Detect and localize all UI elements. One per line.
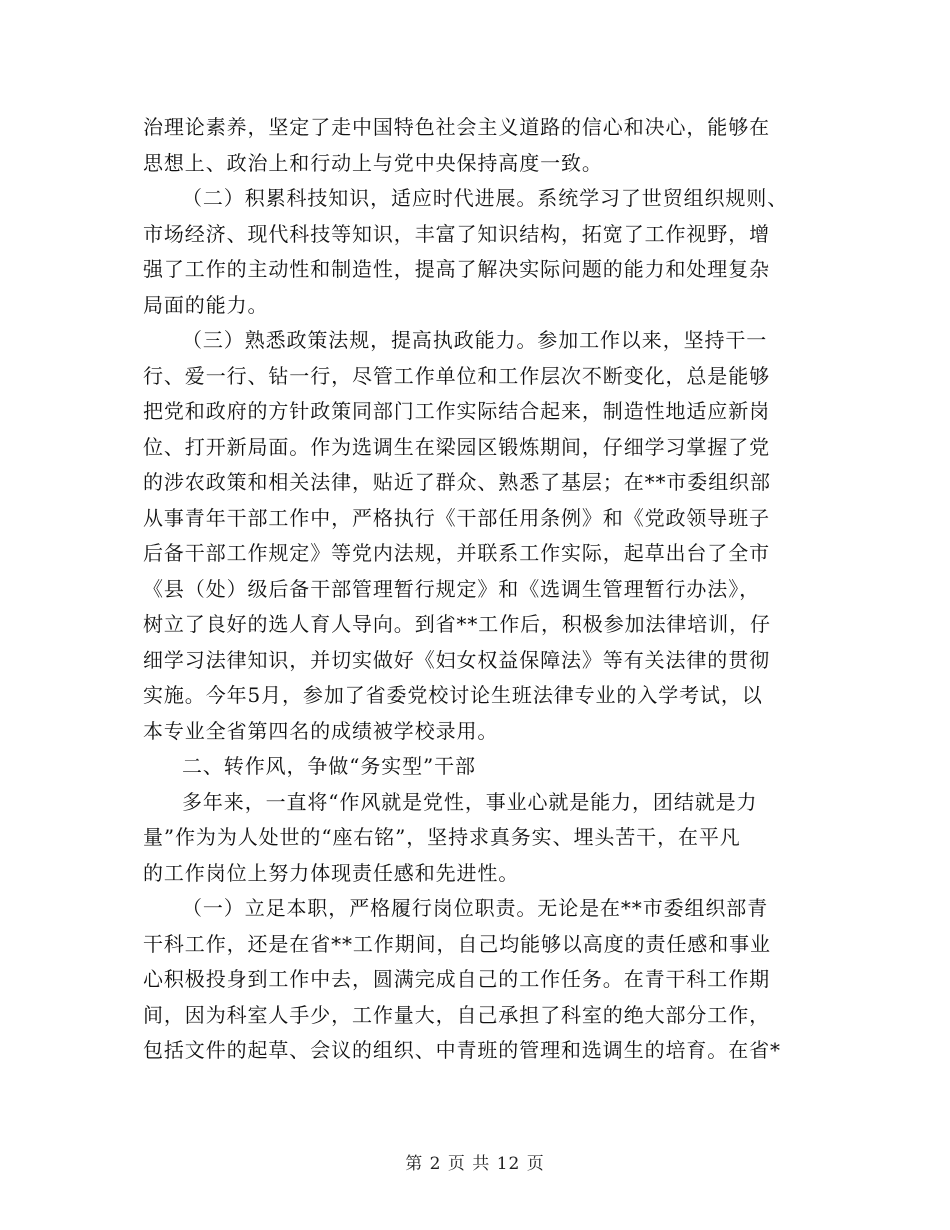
text-line: 本专业全省第四名的成绩被学校录用。: [143, 718, 499, 743]
text-line: 市场经济、现代科技等知识，丰富了知识结构，拓宽了工作视野，增: [143, 221, 770, 246]
text-line: 把党和政府的方针政策同部门工作实际结合起来，制造性地适应新岗: [143, 399, 770, 423]
body-text: [143, 110, 811, 1069]
text-line: 的工作岗位上努力体现责任感和先进性。: [143, 860, 520, 885]
text-line: （三）熟悉政策法规，提高执政能力。参加工作以来，坚持干一: [182, 328, 768, 352]
text-line: 实施。今年5月，参加了省委党校讨论生班法律专业的入学考试，以: [143, 683, 763, 707]
text-line: 位、打开新局面。作为选调生在梁园区锻炼期间，仔细学习掌握了党: [143, 434, 770, 459]
text-line: 量”作为为人处世的“座右铭”，坚持求真务实、埋头苦干，在平凡: [143, 825, 741, 849]
text-line: （一）立足本职，严格履行岗位职责。无论是在**市委组织部青: [182, 896, 769, 920]
text-line: 从事青年干部工作中，严格执行《干部任用条例》和《党政领导班子: [143, 505, 770, 530]
text-line: 干科工作，还是在省**工作期间，自己均能够以高度的责任感和事业: [143, 931, 771, 956]
text-line: 细学习法律知识，并切实做好《妇女权益保障法》等有关法律的贯彻: [143, 647, 770, 672]
text-line: 多年来，一直将“作风就是党性，事业心就是能力，团结就是力: [182, 789, 758, 814]
page-number-footer: 第 2 页 共 12 页: [405, 1154, 545, 1174]
text-line: 局面的能力。: [143, 292, 269, 317]
text-line: 思想上、政治上和行动上与党中央保持高度一致。: [143, 150, 603, 175]
text-line: 间，因为科室人手少，工作量大，自己承担了科室的绝大部分工作，: [143, 1002, 770, 1027]
text-line: （二）积累科技知识，适应时代进展。系统学习了世贸组织规则、: [182, 186, 789, 210]
text-line: 治理论素养，坚定了走中国特色社会主义道路的信心和决心，能够在: [143, 115, 770, 139]
text-line: 心积极投身到工作中去，圆满完成自己的工作任务。在青干科工作期: [143, 967, 770, 991]
text-line: 后备干部工作规定》等党内法规，并联系工作实际，起草出台了全市: [143, 541, 770, 565]
text-line: 包括文件的起草、会议的组织、中青班的管理和选调生的培育。在省*: [143, 1038, 781, 1062]
text-line: 《县（处）级后备干部管理暂行规定》和《选调生管理暂行办法》，: [143, 576, 760, 601]
text-line: 行、爱一行、钻一行，尽管工作单位和工作层次不断变化，总是能够: [143, 363, 770, 388]
text-line: 的涉农政策和相关法律，贴近了群众、熟悉了基层；在**市委组织部: [143, 470, 771, 494]
text-line: 树立了良好的选人育人导向。到省**工作后，积极参加法律培训，仔: [143, 612, 771, 636]
section-heading: 二、转作风，争做“务实型”干部: [182, 754, 476, 778]
text-line: 强了工作的主动性和制造性，提高了解决实际问题的能力和处理复杂: [143, 257, 770, 281]
